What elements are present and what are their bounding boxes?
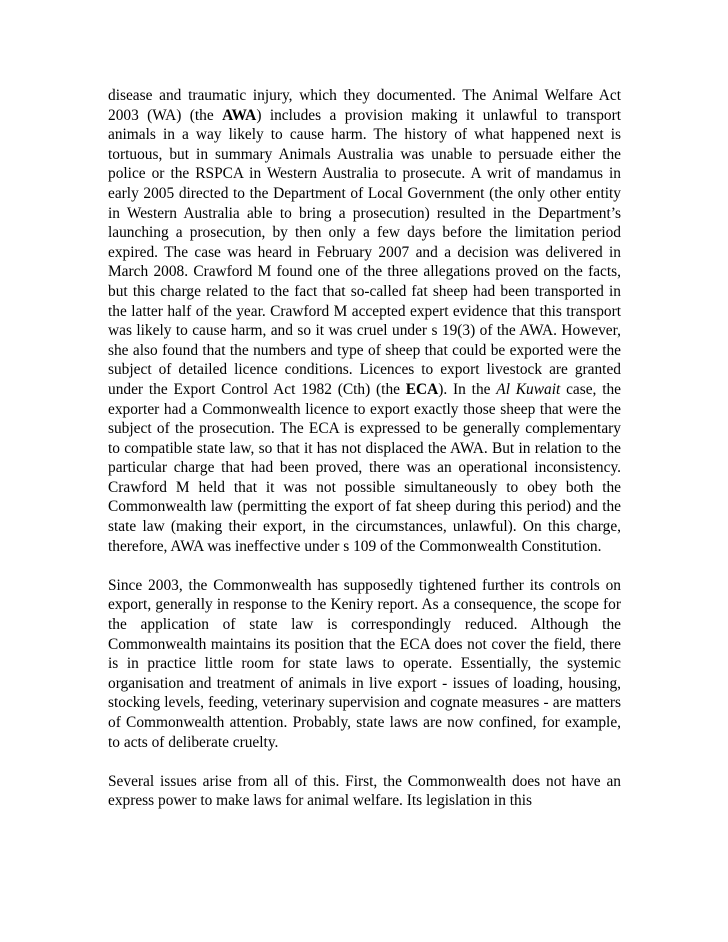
document-page xyxy=(108,86,621,811)
text-run: disease and traumatic injury, which they documented. The Animal Welfare Act 2003 (WA) (the xyxy=(108,87,621,124)
text-run: ). In the xyxy=(438,380,497,398)
paragraph-2 xyxy=(108,576,621,752)
text-run: Since 2003, the Commonwealth has supposedly tightened further its controls on export, generally in response to the Keniry report. As a consequence, the scope for the application of state law is correspondingly reduced. Although the Commonwealth maintains its position that the ECA does not cover the field, there is in practice little room for state laws to operate. Essentially, the systemic organisation and treatment of animals in live export - issues of loading, housing, stocking levels, feeding, veterinary supervision and cognate measures - are matters of Commonwealth attention. Probably, state laws are now confined, for example, to acts of deliberate cruelty. xyxy=(108,576,621,751)
paragraph-3 xyxy=(108,772,621,811)
text-run: ) includes a provision making it unlawful to transport animals in a way likely to cause harm. The history of what happened next is tortuous, but in summary Animals Australia was unable to persuade either the police or the RSPCA in Western Australia to prosecute. A writ of mandamus in early 2005 directed to the Department of Local Government (the only other entity in Western Australia able to bring a prosecution) resulted in the Department’s launching a prosecution, by then only a few days before the limitation period expired. The case was heard in February 2007 and a decision was delivered in March 2008. Crawford M found one of the three allegations proved on the facts, but this charge related to the fact that so-called fat sheep had been transported in the latter half of the year. Crawford M accepted expert evidence that this transport was likely to cause harm, and so it was cruel under s 19(3) of the AWA. However, she also found that the numbers and type of sheep that could be exported were the subject of detailed licence conditions. Licences to export livestock are granted under the Export Control Act 1982 (Cth) (the xyxy=(108,106,621,398)
text-run: Several issues arise from all of this. First, the Commonwealth does not have an express power to make laws for animal welfare. Its legislation in this xyxy=(108,772,621,810)
defined-term-eca: ECA xyxy=(405,380,439,398)
paragraph-1 xyxy=(108,86,621,556)
defined-term-awa: AWA xyxy=(222,106,257,124)
text-run: case, the exporter had a Commonwealth licence to export exactly those sheep that were the subject of the prosecution. The ECA is expressed to be generally complementary to compatible state law, so that it has not displaced the AWA. But in relation to the particular charge that had been proved, there was an operational inconsistency. Crawford M held that it was not possible simultaneously to obey both the Commonwealth law (permitting the export of fat sheep during this period) and the state law (making their export, in the circumstances, unlawful). On this charge, therefore, AWA was ineffective under s 109 of the Commonwealth Constitution. xyxy=(108,380,622,555)
case-name-al-kuwait: Al Kuwait xyxy=(496,380,561,398)
